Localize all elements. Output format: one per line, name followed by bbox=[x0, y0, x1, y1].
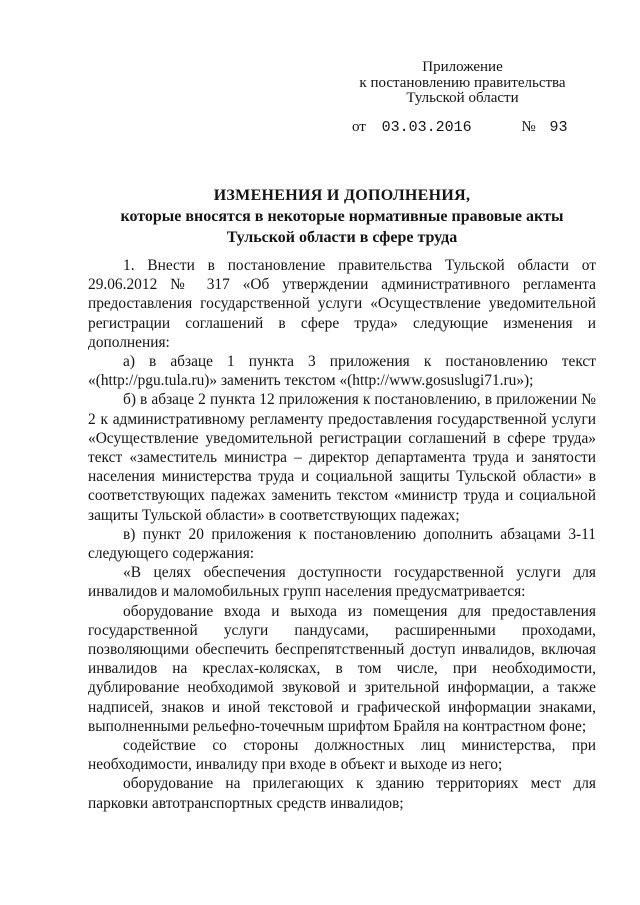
appendix-line-1: Приложение bbox=[422, 59, 503, 75]
title-line-1: ИЗМЕНЕНИЯ И ДОПОЛНЕНИЯ, bbox=[213, 187, 471, 204]
date-number-line bbox=[352, 119, 567, 136]
paragraph-a: а) в абзаце 1 пункта 3 приложения к постановлению текст «(http://pgu.tula.ru)» заменить текстом «(http://www.gosuslugi71.ru»); bbox=[88, 353, 596, 390]
document-title bbox=[88, 185, 596, 248]
paragraph-quote-intro: «В целях обеспечения доступности государственной услуги для инвалидов и маломобильных групп населения предусматривается: bbox=[88, 564, 596, 601]
document-body bbox=[88, 256, 596, 813]
date-value: 03.03.2016 bbox=[381, 119, 472, 136]
title-line-2: которые вносятся в некоторые нормативные правовые акты bbox=[120, 208, 564, 225]
paragraph-1: 1. Внести в постановление правительства Тульской области от 29.06.2012 № 317 «Об утверждении административного регламента предоставления государственной услуги «Осуществление уведомительной регистрации соглашений в сфере труда» следующие изменения и дополнения: bbox=[88, 257, 596, 351]
title-line-3: Тульской области в сфере труда bbox=[226, 229, 458, 246]
number-value: 93 bbox=[549, 119, 568, 136]
paragraph-b: б) в абзаце 2 пункта 12 приложения к постановлению, в приложении № 2 к административному регламенту предоставления государственной услуги «Осуществление уведомительной регистрации соглашений в сфере труда» текст «заместитель министра – директор департамента труда и занятости населения министерства труда и социальной защиты Тульской области» в соответствующих падежах заменить текстом «министр труда и социальной защиты Тульской области» в соответствующих падежах; bbox=[88, 391, 596, 524]
appendix-line-2: к постановлению правительства bbox=[359, 74, 566, 91]
date-prefix: от bbox=[352, 119, 366, 135]
paragraph-parking: оборудование на прилегающих к зданию территориях мест для парковки автотранспортных средств инвалидов; bbox=[88, 775, 596, 812]
appendix-line-3: Тульской области bbox=[406, 90, 519, 106]
paragraph-v: в) пункт 20 приложения к постановлению дополнить абзацами 3-11 следующего содержания: bbox=[88, 525, 596, 563]
appendix-block bbox=[340, 60, 585, 107]
number-prefix: № bbox=[521, 119, 536, 135]
paragraph-equipment: оборудование входа и выхода из помещения для предоставления государственной услуги пандусами, расширенными проходами, позволяющими обеспечить беспрепятственный доступ инвалидов, включая инвалидов на креслах-колясках, в том числе, при необходимости, дублирование необходимой звуковой и зрительной информации, а также надписей, знаков и иной текстовой и графической информации знаками, выполненными рельефно-точечным шрифтом Брайля на контрастном фоне; bbox=[88, 602, 596, 735]
paragraph-assistance: содействие со стороны должностных лиц министерства, при необходимости, инвалиду при входе в объект и выходе из него; bbox=[88, 737, 596, 774]
